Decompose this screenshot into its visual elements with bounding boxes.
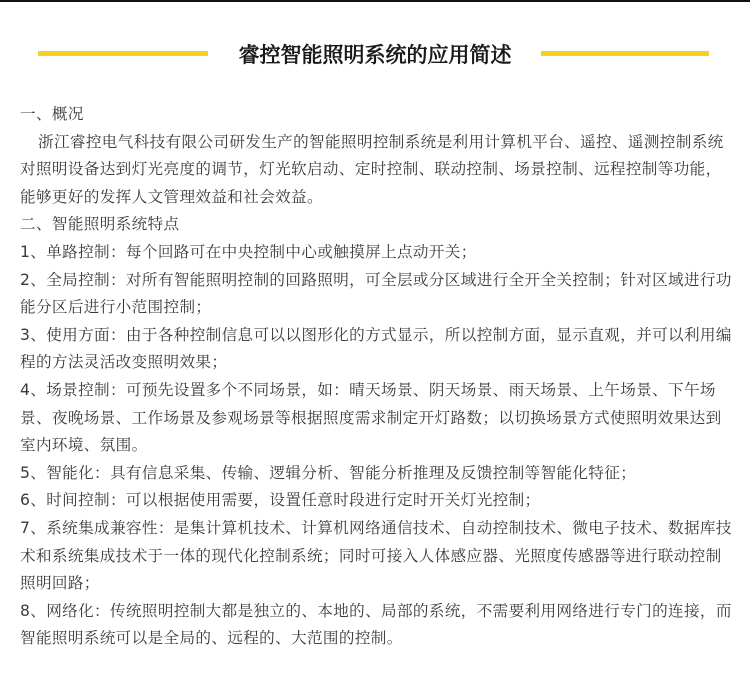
feature-item-usage: 3、使用方面：由于各种控制信息可以以图形化的方式显示，所以控制方面，显示直观，并可以利用编程的方法灵活改变照明效果； xyxy=(20,325,732,372)
feature-item-scene-control: 4、场景控制：可预先设置多个不同场景，如：晴天场景、阴天场景、雨天场景、上午场景、下午场景、夜晚场景、工作场景及参观场景等根据照度需求制定开灯路数；以切换场景方式使照明效果达到室内环境、氛围。 xyxy=(20,380,722,455)
article-body xyxy=(20,101,732,653)
feature-item-networking: 8、网络化：传统照明控制大都是独立的、本地的、局部的系统，不需要利用网络进行专门的连接，而智能照明系统可以是全局的、远程的、大范围的控制。 xyxy=(20,601,732,648)
title-decoration-right xyxy=(541,51,709,56)
feature-item-integration: 7、系统集成兼容性：是集计算机技术、计算机网络通信技术、自动控制技术、微电子技术、数据库技术和系统集成技术于一体的现代化控制系统；同时可接入人体感应器、光照度传感器等进行联动控制照明回路； xyxy=(20,518,732,593)
top-divider xyxy=(0,0,750,2)
section-heading-features: 二、智能照明系统特点 xyxy=(20,215,180,234)
feature-item-time-control: 6、时间控制：可以根据使用需要，设置任意时段进行定时开关灯光控制； xyxy=(20,491,541,510)
feature-item-intelligence: 5、智能化：具有信息采集、传输、逻辑分析、智能分析推理及反馈控制等智能化特征； xyxy=(20,463,637,482)
title-row xyxy=(0,40,750,72)
feature-item-single-circuit: 1、单路控制：每个回路可在中央控制中心或触摸屏上点动开关； xyxy=(20,242,477,261)
feature-item-global-control: 2、全局控制：对所有智能照明控制的回路照明，可全层或分区域进行全开全关控制；针对区域进行功能分区后进行小范围控制； xyxy=(20,270,732,317)
page-title: 睿控智能照明系统的应用简述 xyxy=(238,43,512,67)
section-heading-overview: 一、概况 xyxy=(20,105,84,123)
overview-paragraph: 浙江睿控电气科技有限公司研发生产的智能照明控制系统是利用计算机平台、遥控、遥测控制系统对照明设备达到灯光亮度的调节，灯光软启动、定时控制、联动控制、场景控制、远程控制等功能，能够更好的发挥人文管理效益和社会效益。 xyxy=(20,132,724,206)
title-decoration-left xyxy=(38,51,208,56)
